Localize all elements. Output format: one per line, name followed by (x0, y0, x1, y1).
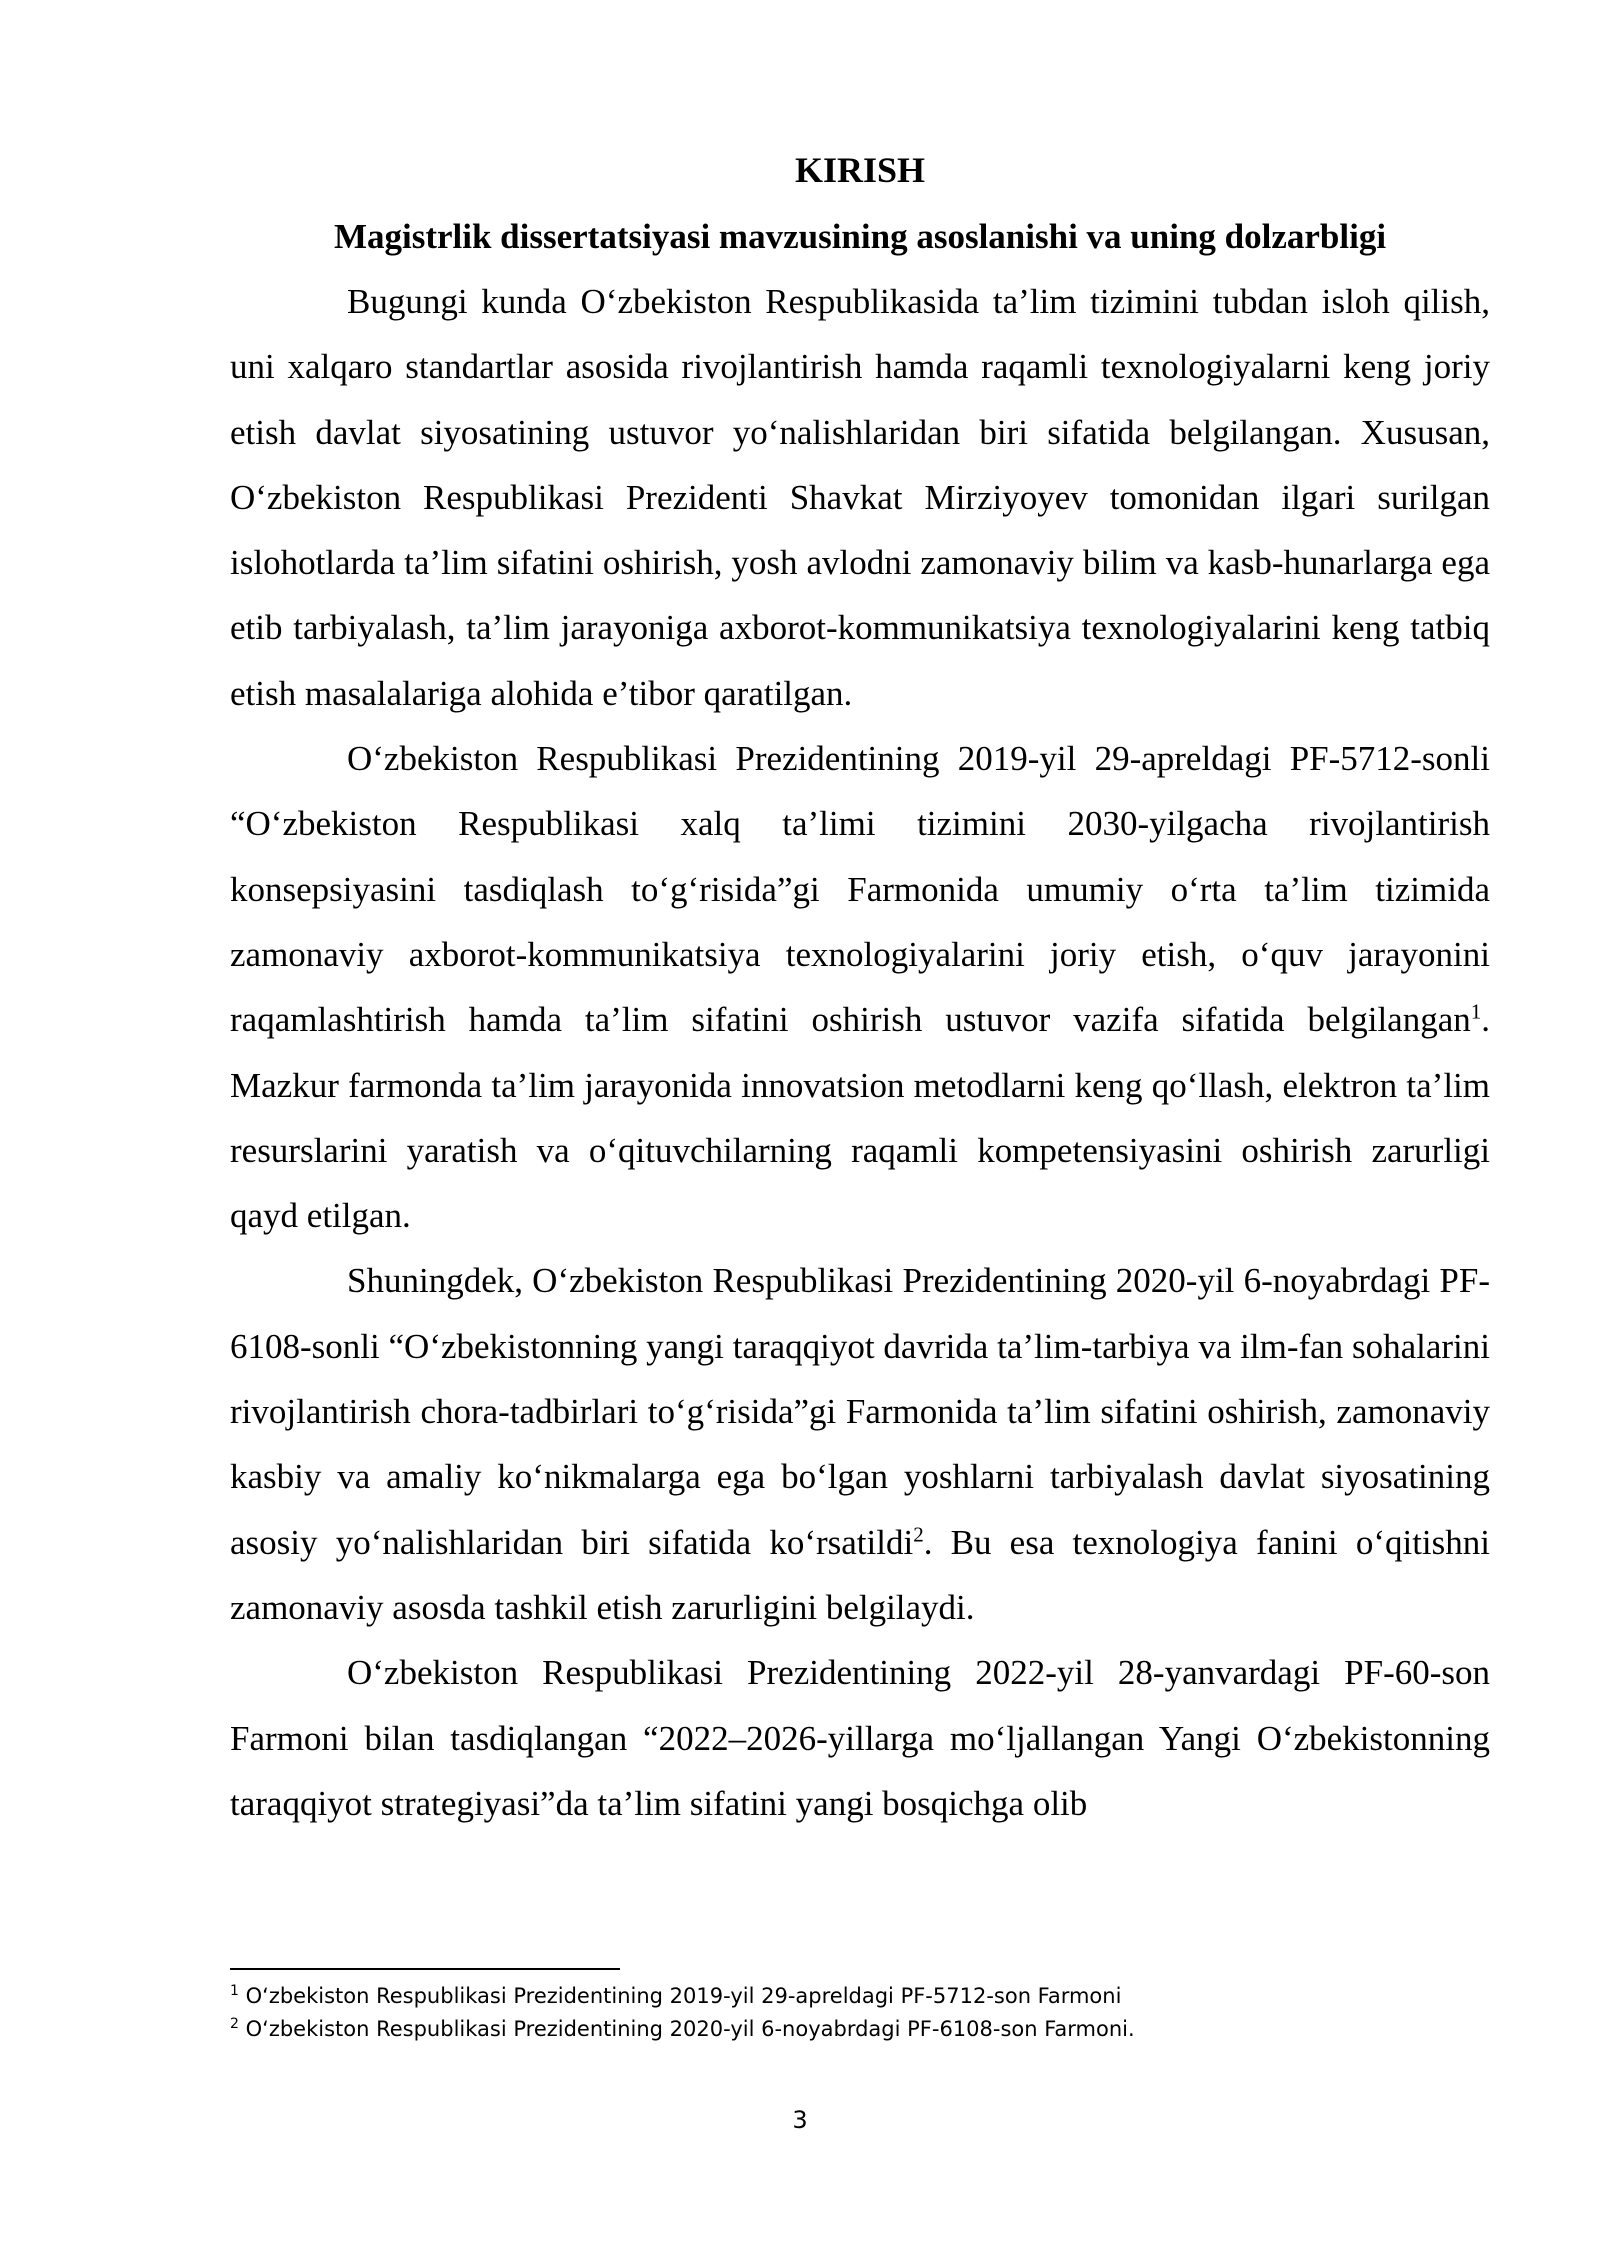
paragraph-text: Bugungi kunda O‘zbekiston Respublikasida ta’lim tizimini tubdan isloh qilish, uni xalqaro standartlar asosida rivojlantirish hamda raqamli texnologiyalarni keng joriy etish davlat siyosatining ustuvor yo‘nalishlaridan biri sifatida belgilangan. Xususan, O‘zbekiston Respublikasi Prezidenti Shavkat Mirziyoyev tomonidan ilgari surilgan islohotlarda ta’lim sifatini oshirish, yosh avlodni zamonaviy bilim va kasb-hunarlarga ega etib tarbiyalash, ta’lim jarayoniga axborot-kommunikatsiya texnologiyalarini keng tatbiq etish masalalariga alohida e’tibor qaratilgan. (230, 282, 1490, 713)
paragraph-text: O‘zbekiston Respublikasi Prezidentining 2019-yil 29-apreldagi PF-5712-sonli “O‘zbekiston Respublikasi xalq ta’limi tizimini 2030-yilgacha rivojlantirish konsepsiyasini tasdiqlash to‘g‘risida”gi Farmonida umumiy o‘rta ta’lim tizimida zamonaviy axborot-kommunikatsiya texnologiyalarini joriy etish, o‘quv jarayonini raqamlashtirish hamda ta’lim sifatini oshirish ustuvor vazifa sifatida belgilangan (230, 739, 1490, 1040)
page-number: 3 (792, 2106, 808, 2134)
footnote-text: O‘zbekiston Respublikasi Prezidentining 2020-yil 6-noyabrdagi PF-6108-son Farmoni. (245, 2017, 1135, 2041)
footnote-ref-1[interactable]: 1 (1470, 999, 1482, 1024)
paragraph-text: O‘zbekiston Respublikasi Prezidentining 2022-yil 28-yanvardagi PF-60-son Farmoni bilan tasdiqlangan “2022–2026-yillarga mo‘ljallangan Yangi O‘zbekistonning taraqqiyot strategiyasi”da ta’lim sifatini yangi bosqichga olib (230, 1653, 1490, 1823)
footnote-number: 2 (230, 2016, 239, 2032)
paragraph-3 (230, 1248, 1490, 1640)
section-heading: KIRISH (794, 150, 926, 190)
paragraph-text-continued: . Mazkur farmonda ta’lim jarayonida innovatsion metodlarni keng qo‘llash, elektron ta’lim resurslarini yaratish va o‘qituvchilarning raqamli kompetensiyasini oshirish zarurligi qayd etilgan. (230, 1000, 1490, 1236)
document-body (230, 150, 1490, 1836)
footnote-number: 1 (230, 1983, 239, 1999)
footnote-2 (230, 2013, 1490, 2046)
paragraph-text-continued: . Bu esa texnologiya fanini o‘qitishni zamonaviy asosda tashkil etish zarurligini belgilaydi. (230, 1522, 1490, 1627)
footnote-ref-2[interactable]: 2 (913, 1521, 924, 1546)
paragraph-1 (230, 269, 1490, 726)
section-subheading: Magistrlik dissertatsiyasi mavzusining asoslanishi va uning dolzarbligi (333, 217, 1387, 256)
footnote-1 (230, 1980, 1490, 2013)
paragraph-4 (230, 1640, 1490, 1836)
footnote-separator (230, 1968, 620, 1970)
paragraph-text: Shuningdek, O‘zbekiston Respublikasi Prezidentining 2020-yil 6-noyabrdagi PF-6108-sonli “O‘zbekistonning yangi taraqqiyot davrida ta’lim-tarbiya va ilm-fan sohalarini rivojlantirish chora-tadbirlari to‘g‘risida”gi Farmonida ta’lim sifatini oshirish, zamonaviy kasbiy va amaliy ko‘nikmalarga ega bo‘lgan yoshlarni tarbiyalash davlat siyosatining asosiy yo‘nalishlaridan biri sifatida ko‘rsatildi (230, 1261, 1490, 1562)
footnote-text: O‘zbekiston Respublikasi Prezidentining 2019-yil 29-apreldagi PF-5712-son Farmoni (245, 1984, 1122, 2008)
paragraph-2 (230, 726, 1490, 1248)
footnotes (230, 1968, 1490, 2046)
